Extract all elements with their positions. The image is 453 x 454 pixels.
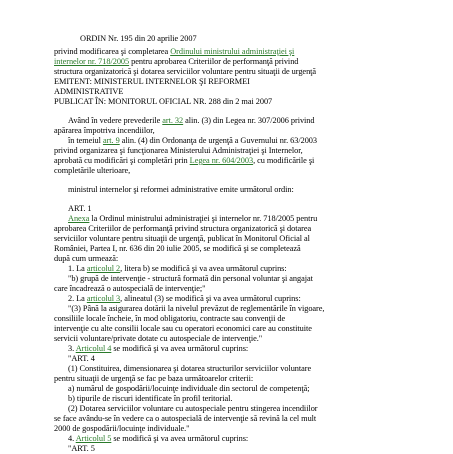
text-line [54, 57, 298, 67]
text-line [68, 116, 315, 126]
text-line [68, 294, 301, 304]
text-line [54, 254, 118, 264]
document-link[interactable]: internelor nr. 718/2005 [54, 57, 130, 66]
text-segment: alin. (3) din Legea nr. 307/2006 privind [183, 116, 315, 125]
text-line [68, 185, 294, 195]
document-link[interactable]: Anexa [68, 214, 90, 223]
text-segment: 3. [68, 344, 76, 353]
text-line [68, 136, 317, 146]
text-segment: a) numărul de gospodării/locuinţe individuale din sectorul de competenţă; [68, 384, 310, 393]
text-segment: EMITENT: MINISTERUL INTERNELOR ŞI REFORMEI [54, 77, 250, 86]
text-line [54, 334, 262, 344]
text-segment: ORDIN Nr. 195 din 20 aprilie 2007 [80, 34, 197, 43]
text-segment: la Ordinul ministrului administraţiei şi internelor nr. 718/2005 pentru [89, 214, 318, 223]
text-segment: serviciilor voluntare pentru situaţii de urgenţă, publicat în Monitorul Oficial al [54, 234, 310, 243]
text-segment: pentru aprobarea Criteriilor de performanţă privind [129, 57, 299, 66]
document-link[interactable]: articolul 2 [86, 264, 121, 273]
text-segment: după cum urmează: [54, 254, 119, 263]
text-segment: României, Partea I, nr. 636 din 20 iulie 2005, se modifică şi se completează [54, 244, 301, 253]
text-line [54, 374, 253, 384]
text-segment: , litera b) se modifică şi va avea următorul cuprins: [120, 264, 287, 273]
text-segment: apărarea împotriva incendiilor, [54, 126, 155, 135]
text-segment: ART. 1 [68, 204, 92, 213]
text-segment: ADMINISTRATIVE [54, 87, 124, 96]
text-segment: servicii voluntare/private dotate cu autospeciale de intervenţie." [54, 334, 263, 343]
text-segment: , cu modificările şi [253, 156, 315, 165]
text-line [54, 146, 303, 156]
text-line [68, 394, 232, 404]
text-segment: se modifică şi va avea următorul cuprins: [111, 344, 249, 353]
text-segment: care încadrează o autospecială de intervenţie;" [54, 284, 206, 293]
text-line [54, 224, 311, 234]
text-segment: consiliile locale încheie, în mod obligatoriu, contracte sau convenţii de [54, 314, 286, 323]
text-line [68, 214, 317, 224]
document-link[interactable]: Ordinului ministrului administraţiei şi [170, 47, 295, 56]
text-line [68, 434, 248, 444]
text-line [54, 414, 316, 424]
text-segment: , alineatul (3) se modifică şi va avea următorul cuprins: [120, 294, 301, 303]
text-line [54, 234, 310, 244]
text-segment: în temeiul [68, 136, 103, 145]
text-segment: (1) Constituirea, dimensionarea şi dotarea structurilor serviciilor voluntare [68, 364, 312, 373]
text-segment: se face avându-se în vedere ca o autospecială de intervenţie să revină la cel mult [54, 414, 317, 423]
text-line [54, 47, 294, 57]
text-segment: privind modificarea şi completarea [54, 47, 171, 56]
text-line [68, 354, 95, 364]
text-segment: 2000 de gospodării/locuinţe individuale." [54, 424, 190, 433]
text-segment: PUBLICAT ÎN: MONITORUL OFICIAL NR. 288 din 2 mai 2007 [54, 97, 273, 106]
document-link[interactable]: art. 9 [102, 136, 120, 145]
text-segment: structura organizatorică şi dotarea serviciilor voluntare pentru situaţii de urgenţă [54, 67, 317, 76]
text-segment: Având în vedere prevederile [68, 116, 163, 125]
text-segment: 4. [68, 434, 76, 443]
text-segment: 1. La [68, 264, 87, 273]
text-segment: pentru situaţii de urgenţă se fac pe baza următoarelor criterii: [54, 374, 254, 383]
text-line [54, 314, 285, 324]
text-line [68, 404, 318, 414]
text-line [68, 264, 287, 274]
text-segment: se modifică şi va avea următorul cuprins: [111, 434, 249, 443]
document-link[interactable]: Articolul 4 [75, 344, 112, 353]
text-line [54, 244, 301, 254]
text-line [68, 344, 248, 354]
text-line [54, 324, 312, 334]
text-segment: 2. La [68, 294, 87, 303]
text-segment: intervenţie cu alte consilii locale sau cu operatori economici care au constituite [54, 324, 312, 333]
text-segment: "ART. 4 [68, 354, 95, 363]
document-link[interactable]: articolul 3 [86, 294, 121, 303]
text-line [68, 364, 311, 374]
text-line [54, 77, 250, 87]
text-line [54, 166, 130, 176]
text-segment: privind organizarea şi funcţionarea Ministerului Administraţiei şi Internelor, [54, 146, 303, 155]
text-segment: "b) grupă de intervenţie - structură formată din personal voluntar şi angajat [68, 274, 313, 283]
text-line [54, 67, 316, 77]
text-line [68, 304, 324, 314]
text-line [54, 126, 155, 136]
text-line [68, 204, 91, 214]
text-segment: aprobarea Criteriilor de performanţă privind structura organizatorică şi dotarea [54, 224, 312, 233]
text-line [54, 87, 123, 97]
text-line [54, 97, 272, 107]
text-line [54, 284, 205, 294]
text-line [68, 384, 310, 394]
text-line [68, 274, 313, 284]
text-line [54, 156, 314, 166]
text-segment: (2) Dotarea serviciilor voluntare cu autospeciale pentru stingerea incendiilor [68, 404, 318, 413]
text-segment: ministrul internelor şi reformei administrative emite următorul ordin: [68, 185, 294, 194]
text-segment: "(3) Până la asigurarea dotării la nivelul prevăzut de reglementările în vigoare, [68, 304, 325, 313]
text-line [80, 34, 197, 44]
text-segment: "ART. 5 [68, 444, 95, 453]
document-link[interactable]: Legea nr. 604/2003 [189, 156, 254, 165]
text-line [54, 424, 189, 434]
text-segment: alin. (4) din Ordonanţa de urgenţă a Guvernului nr. 63/2003 [119, 136, 317, 145]
text-segment: completările ulterioare, [54, 166, 131, 175]
text-segment: aprobată cu modificări şi completări prin [54, 156, 190, 165]
document-link[interactable]: art. 32 [162, 116, 184, 125]
text-segment: b) tipurile de riscuri identificate în profil teritorial. [68, 394, 233, 403]
document-link[interactable]: Articolul 5 [75, 434, 112, 443]
